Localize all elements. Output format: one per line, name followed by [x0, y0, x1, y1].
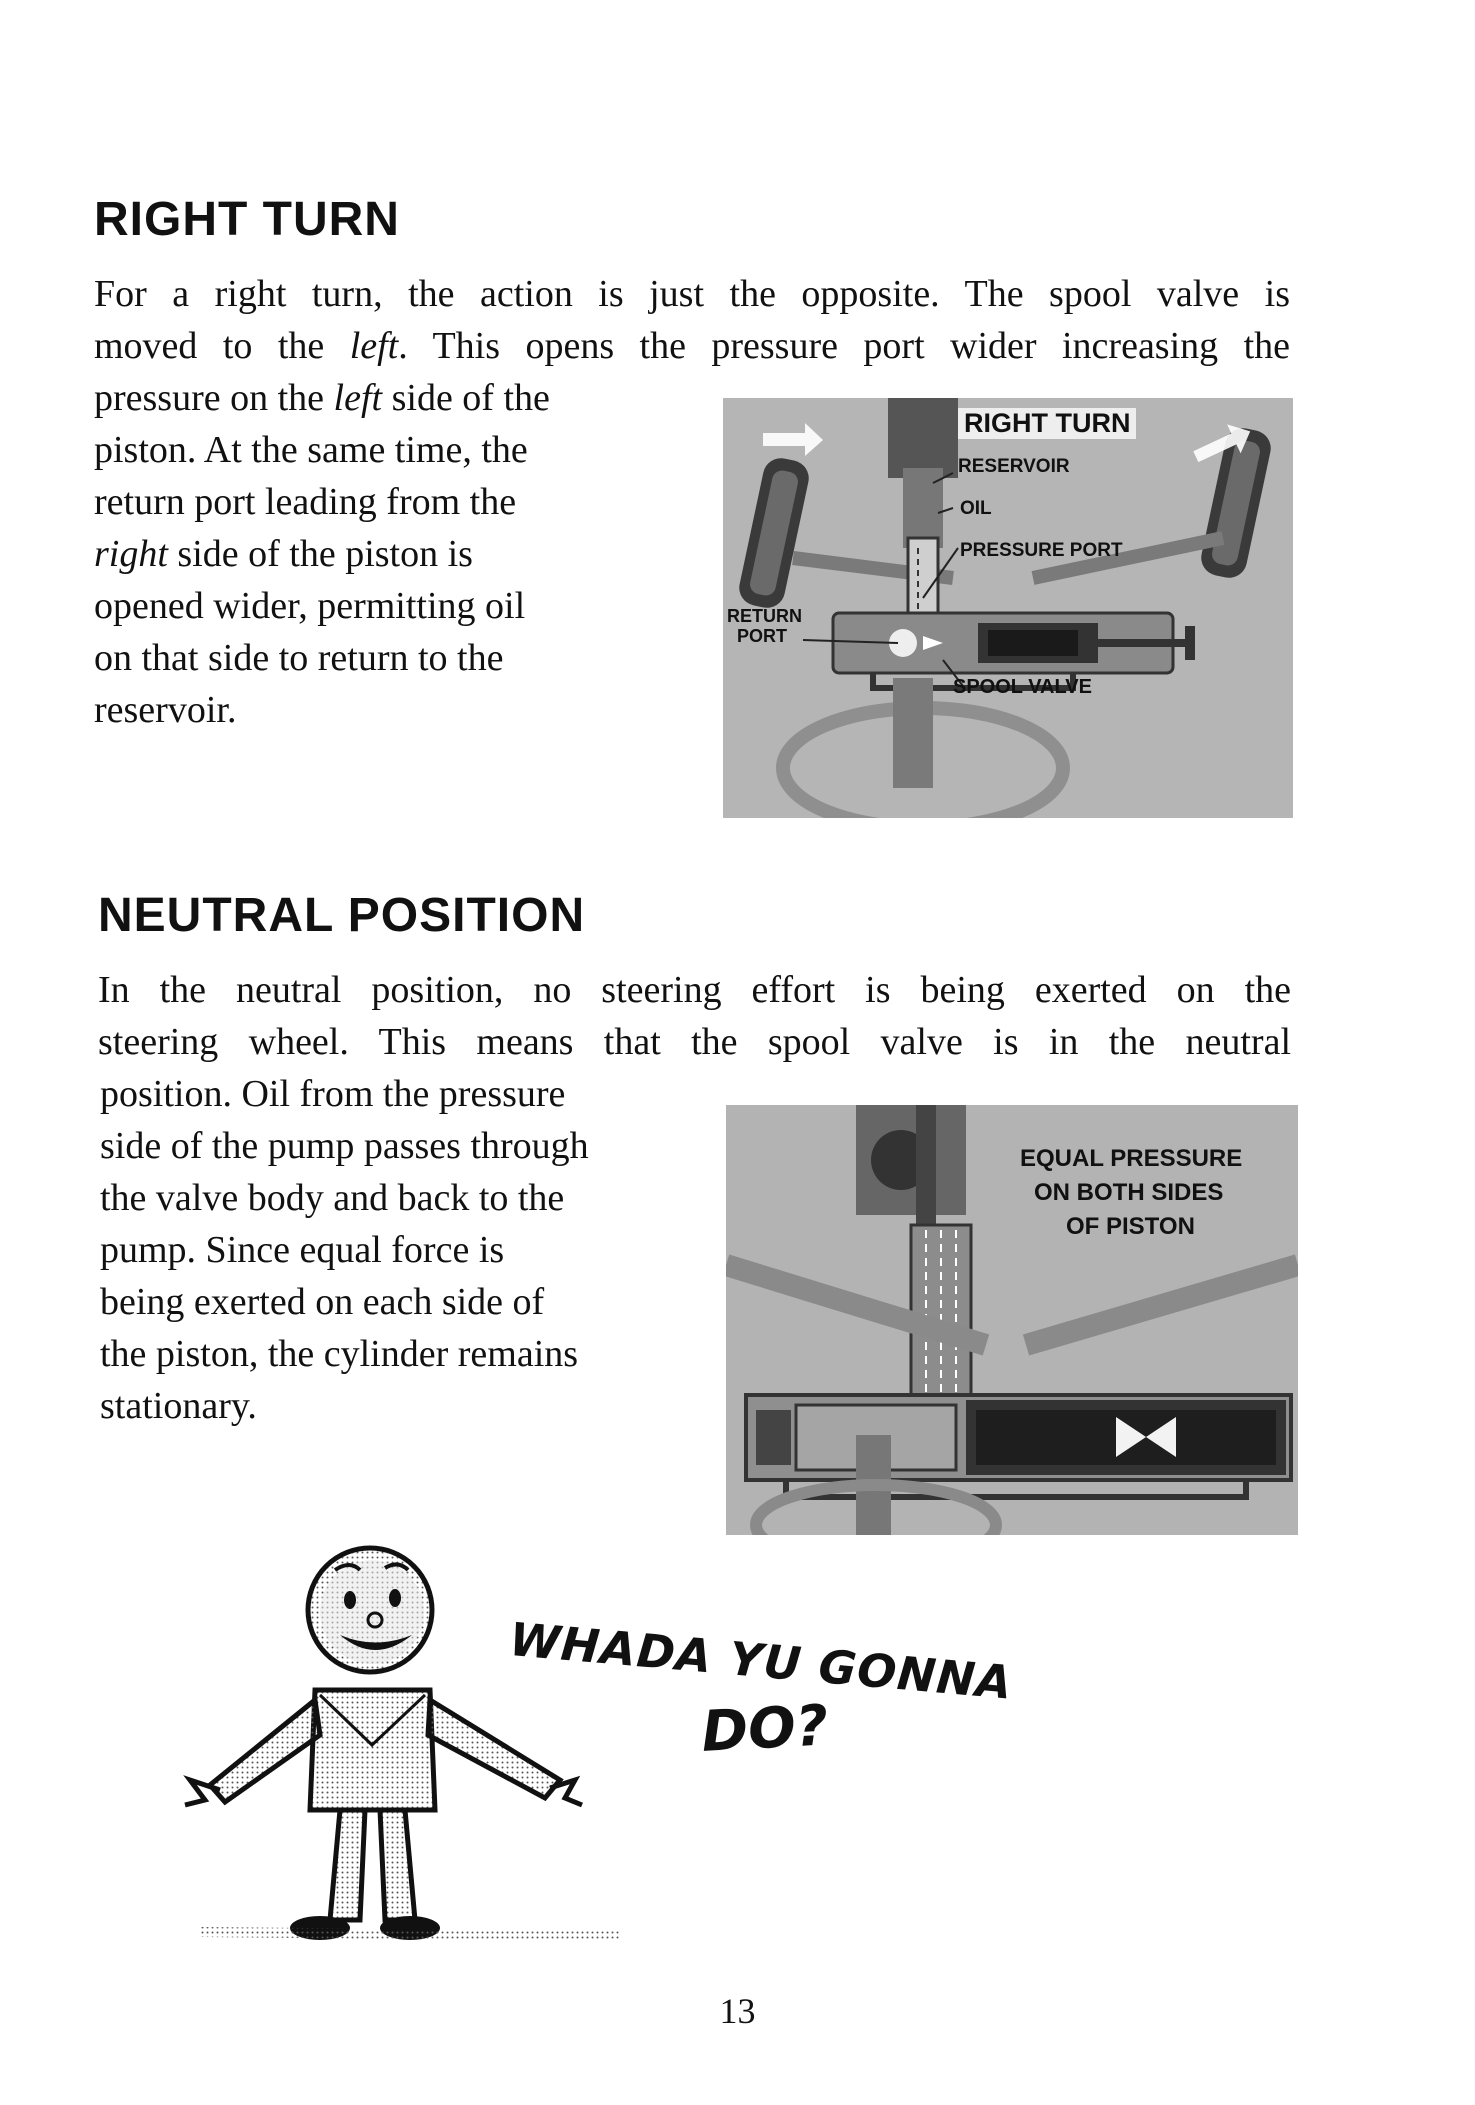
text-line: side of the pump passes through	[100, 1125, 589, 1167]
text-line: the piston, the cylinder remains	[100, 1333, 579, 1375]
figure-title-right-turn: RIGHT TURN	[958, 408, 1136, 439]
label-oil: OIL	[960, 498, 992, 519]
text-line: For a right turn, the action is just the opposite. The spool valve is	[94, 273, 1290, 315]
cartoon-character	[180, 1540, 630, 1940]
cartoon-shout-line1: WHADA YU GONNA	[507, 1612, 1015, 1710]
right-turn-paragraph-full	[94, 268, 1290, 372]
text-line: on that side to return to the	[94, 637, 504, 679]
text-line: side of the	[382, 377, 550, 419]
cartoon-shout-line2: DO?	[700, 1693, 830, 1765]
right-turn-diagram	[723, 398, 1293, 818]
text-line: steering wheel. This means that the spool valve is in the neutral	[98, 1021, 1291, 1063]
label-pressure-port: PRESSURE PORT	[960, 540, 1123, 561]
right-turn-paragraph-wrap	[94, 372, 642, 736]
page-number: 13	[719, 1991, 756, 2031]
neutral-heading: NEUTRAL POSITION	[98, 889, 586, 942]
emphasis: right	[94, 533, 168, 575]
neutral-position-diagram	[726, 1105, 1298, 1535]
text-line: return port leading from the	[94, 481, 517, 523]
cartoon-figure-art	[180, 1540, 630, 1940]
text-line: position. Oil from the pressure	[100, 1073, 566, 1115]
label-equal-pressure-line2: ON BOTH SIDES	[1034, 1179, 1224, 1206]
text-line: pressure on the	[94, 377, 334, 419]
label-equal-pressure-line1: EQUAL PRESSURE	[1020, 1145, 1243, 1172]
emphasis: left	[333, 377, 383, 419]
label-spool-valve: SPOOL VALVE	[953, 676, 1092, 698]
text-line: In the neutral position, no steering effort is being exerted on the	[98, 969, 1291, 1011]
text-line: the valve body and back to the	[100, 1177, 565, 1219]
neutral-paragraph-full	[98, 964, 1291, 1068]
label-equal-pressure-line3: OF PISTON	[1066, 1213, 1195, 1240]
text-line: piston. At the same time, the	[94, 429, 528, 471]
text-line: reservoir.	[94, 689, 237, 731]
text-line: moved to the	[94, 325, 350, 367]
text-line: stationary.	[100, 1385, 257, 1427]
text-line: . This opens the pressure port wider increasing the	[398, 325, 1290, 367]
label-reservoir: RESERVOIR	[958, 456, 1070, 477]
right-turn-heading: RIGHT TURN	[94, 193, 400, 246]
text-line: side of the piston is	[167, 533, 473, 575]
label-return-port-line2: PORT	[737, 626, 788, 646]
emphasis: left	[349, 325, 399, 367]
text-line: being exerted on each side of	[100, 1281, 545, 1323]
neutral-paragraph-wrap	[100, 1068, 648, 1432]
text-line: opened wider, permitting oil	[94, 585, 526, 627]
label-return-port-line1: RETURN	[727, 606, 802, 626]
text-line: pump. Since equal force is	[100, 1229, 505, 1271]
